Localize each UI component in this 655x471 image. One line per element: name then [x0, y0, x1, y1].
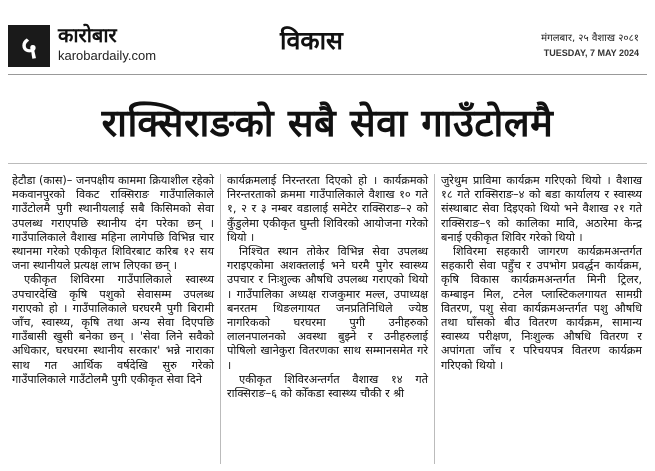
paragraph: निश्चित स्थान तोकेर विभिन्न सेवा उपलब्ध गराइएकोमा अशक्तलाई भने घरमै पुगेर स्वास्थ्य उपचार र निःशुल्क औषधि उपलब्ध गराएको थियो । गाउँपालिका अध्यक्ष राजकुमार मल्ल, उपाध्यक्ष बनरतम थिङलगायत जनप्रतिनिधिले ज्येष्ठ नागरिकको घरघरमा पुगी उनीहरुको लालनपालनको अवस्था बुझ्ने र उनीहरुलाई पोषिलो खानेकुरा वितरणका साथ सम्मानसमेत गरे ।	[227, 245, 428, 372]
section-name: कारोबार	[58, 23, 117, 47]
paragraph: जुरेथुम प्राविमा कार्यक्रम गरिएको थियो । वैशाख १८ गते राक्सिराङ–४ को बडा कार्यालय र स्वास्थ्य संस्थाबाट सेवा दिइएको थियो भने वैशाख २१ गते राक्सिराङ–९ को कालिका मावि, अठारेमा केन्द्र बनाई एकीकृत शिविर गरेको थियो ।	[441, 174, 642, 244]
article-column-2	[220, 174, 434, 464]
header-divider	[8, 74, 647, 75]
page-number-badge: ५	[8, 25, 50, 67]
site-url: karobardaily.com	[58, 48, 157, 63]
paragraph: हेटौडा (कास)– जनपक्षीय काममा क्रियाशील रहेको मकवानपुरको विकट राक्सिराङ गाउँपालिकाले गाउँटोलमै पुगी स्थानीयलाई सबै किसिमको सेवा उपलब्ध गराएपछि स्थानीय दंग परेका छन् । गाउँपालिकाले वैशाख महिना लागेपछि विभिन्न चार स्थानमा गरेको एकीकृत शिविरबाट करिब १२ सय जना स्थानीयले प्रत्यक्ष लाभ लिएका छन् ।	[12, 174, 214, 273]
date-nepali: मंगलबार, २५ वैशाख २०८१	[541, 33, 639, 44]
article-column-3	[434, 174, 648, 464]
article-column-1	[6, 174, 220, 464]
page-header	[0, 0, 655, 80]
paragraph: एकीकृत शिविरमा गाउँपालिकाले स्वास्थ्य उपचारदेखि कृषि पशुको सेवासम्म उपलब्ध गराएको हो । गाउँपालिकाले घरघरमै पुगी बिरामी जाँच, स्वास्थ्य, कृषि तथा अन्य सेवा दिएपछि गाउँबासी खुसी बनेका छन् । 'सेवा लिने सवैको अधिकार, घरघरमा स्थानीय सरकार' भन्ने नाराका साथ गत आर्थिक वर्षदेखि सुरु गरेको गाउँपालिकाले गाउँटोलमै पुगी एकीकृत सेवा दिने	[12, 273, 214, 386]
paragraph: एकीकृत शिविरअन्तर्गत वैशाख १४ गते राक्सिराङ–६ को कोँकडा स्वास्थ्य चौकी र श्री	[227, 372, 428, 401]
date-english: TUESDAY, 7 MAY 2024	[543, 48, 639, 58]
article-body	[6, 174, 649, 464]
masthead-title: विकास	[280, 26, 343, 55]
headline-divider	[8, 163, 647, 164]
article-headline: राक्सिराङको सबै सेवा गाउँटोलमै	[101, 101, 554, 145]
paragraph: कार्यक्रमलाई निरन्तरता दिएको हो । कार्यक्रमको निरन्तरताको क्रममा गाउँपालिकाले वैशाख १० गते १, २ र ३ नम्बर वडालाई समेटेर राक्सिराङ–२ को कुँडुलेमा एकीकृत घुम्ती शिविरको आयोजना गरेको थियो ।	[227, 174, 428, 244]
paragraph: शिविरमा सहकारी जागरण कार्यक्रमअन्तर्गत सहकारी सेवा पहुँच र उपभोग प्रवर्द्धन कार्यक्रम, कृषि विकास कार्यक्रमअन्तर्गत मिनी ट्रिलर, कम्बाइन मिल, टनेल प्लास्टिकलगायत सामग्री वितरण, पशु सेवा कार्यक्रमअन्तर्गत पशु औषधि तथा घाँसको बीउ वितरण कार्यक्रम, सामान्य स्वास्थ्य परीक्षण, निःशुल्क औषधि वितरण र अपांगता जाँच र परिचयपत्र वितरण कार्यक्रम गरिएको थियो ।	[441, 245, 642, 372]
